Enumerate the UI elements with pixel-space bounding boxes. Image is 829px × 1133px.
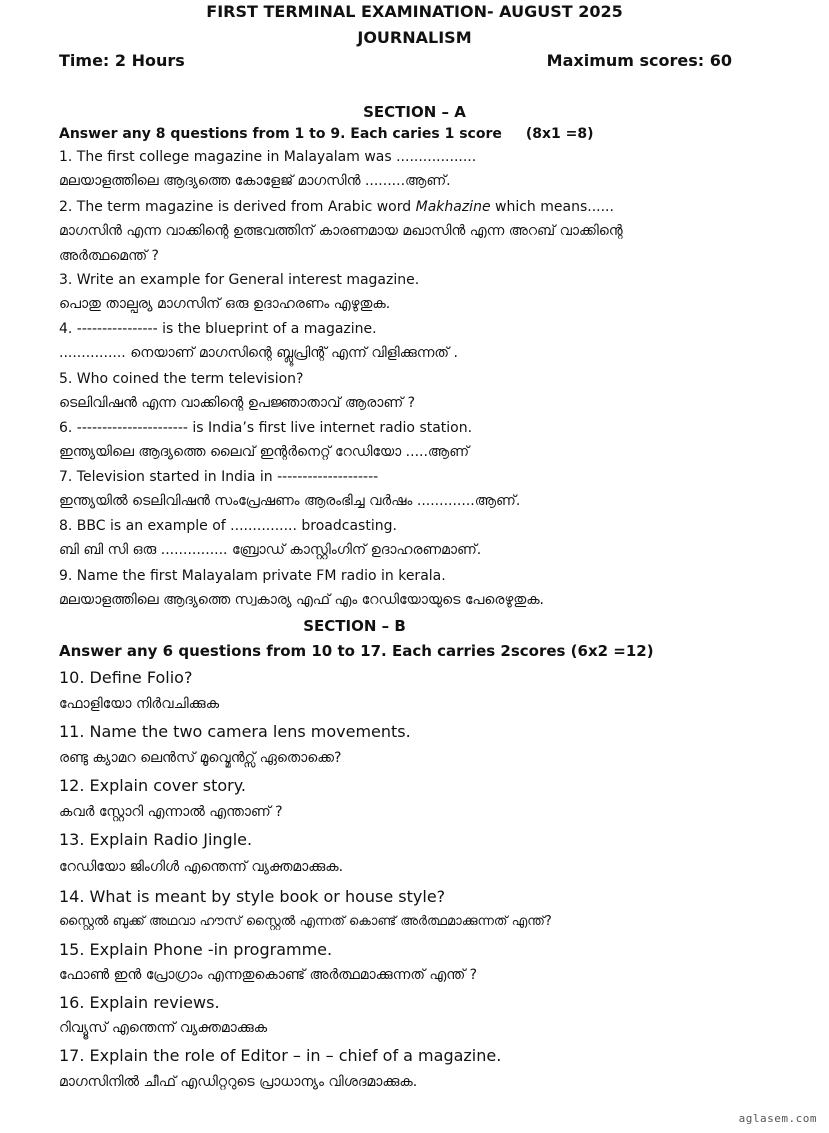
question-1-ml: മലയാളത്തിലെ ആദ്യത്തെ കോളേജ് മാഗസിൻ .........ആണ്.	[59, 173, 451, 189]
question-12-en: 12. Explain cover story.	[59, 776, 246, 795]
question-2-ml: മാഗസിൻ എന്ന വാക്കിന്റെ ഉത്ഭവത്തിന് കാരണമായ മഖാസിൻ എന്ന അറബ് വാക്കിന്റെ	[59, 223, 623, 239]
question-5-en: 5. Who coined the term television?	[59, 371, 304, 387]
question-2-en: 2. The term magazine is derived from Arabic word Makhazine which means......	[59, 199, 614, 215]
question-6-en: 6. ---------------------- is India’s first live internet radio station.	[59, 420, 473, 436]
watermark-footer: aglasem.com	[738, 1112, 817, 1125]
question-11-en: 11. Name the two camera lens movements.	[59, 722, 411, 741]
question-15-en: 15. Explain Phone -in programme.	[59, 940, 333, 959]
question-16-ml: റിവ്യൂസ് എന്തെന്ന് വ്യക്തമാക്കുക	[59, 1020, 268, 1036]
question-9-en: 9. Name the first Malayalam private FM radio in kerala.	[59, 568, 446, 584]
question-1-en: 1. The first college magazine in Malayalam was ..................	[59, 149, 477, 165]
question-7-en: 7. Television started in India in --------------------	[59, 469, 379, 485]
question-10-en: 10. Define Folio?	[59, 668, 193, 687]
question-8-en: 8. BBC is an example of ............... broadcasting.	[59, 518, 397, 534]
section-a-marks: (8x1 =8)	[525, 126, 594, 142]
question-13-en: 13. Explain Radio Jingle.	[59, 830, 253, 849]
section-a-title: SECTION – A	[363, 103, 466, 121]
section-b-title: SECTION – B	[303, 617, 406, 635]
section-a-instruction-text: Answer any 8 questions from 1 to 9. Each caries 1 score	[59, 126, 502, 142]
question-3-ml: പൊതു താല്പര്യ മാഗസിന് ഒരു ഉദാഹരണം എഴുതുക.	[59, 296, 391, 312]
exam-title: FIRST TERMINAL EXAMINATION- AUGUST 2025	[206, 2, 623, 21]
section-b-instruction: Answer any 6 questions from 10 to 17. Each carries 2scores (6x2 =12)	[59, 642, 654, 660]
question-13-ml: റേഡിയോ ജിംഗിൾ എന്തെന്ന് വ്യക്തമാക്കുക.	[59, 859, 344, 875]
question-14-ml: സ്റ്റൈൽ ബുക്ക് അഥവാ ഹൗസ് സ്റ്റൈൽ എന്നത് കൊണ്ട് അർത്ഥമാക്കുന്നത് എന്ത്?	[59, 914, 552, 929]
maximum-scores: Maximum scores: 60	[546, 51, 732, 70]
question-16-en: 16. Explain reviews.	[59, 993, 220, 1012]
question-8-ml: ബി ബി സി ഒരു ............... ബ്രോഡ് കാസ്റ്റിംഗിന് ഉദാഹരണമാണ്.	[59, 542, 482, 558]
question-4-ml: ............... നെയാണ് മാഗസിന്റെ ബ്ലൂപ്രിന്റ് എന്ന് വിളിക്കുന്നത് .	[59, 345, 458, 361]
time-allowed: Time: 2 Hours	[59, 51, 185, 70]
question-11-ml: രണ്ടു ക്യാമറ ലെൻസ് മൂവ്മെൻറ്സ് ഏതൊക്കെ?	[59, 750, 342, 766]
question-17-ml: മാഗസിനിൽ ചീഫ് എഡിറ്ററുടെ പ്രാധാന്യം വിശദമാക്കുക.	[59, 1074, 418, 1090]
subject-title: JOURNALISM	[357, 28, 472, 47]
question-2-ml-cont: അർത്ഥമെന്ത് ?	[59, 248, 159, 264]
question-7-ml: ഇന്ത്യയിൽ ടെലിവിഷൻ സംപ്രേഷണം ആരംഭിച്ച വർഷം .............ആണ്.	[59, 493, 521, 509]
question-14-en: 14. What is meant by style book or house style?	[59, 887, 446, 906]
question-4-en: 4. ---------------- is the blueprint of a magazine.	[59, 321, 377, 337]
question-9-ml: മലയാളത്തിലെ ആദ്യത്തെ സ്വകാര്യ എഫ് എം റേഡിയോയുടെ പേരെഴുതുക.	[59, 592, 545, 608]
question-5-ml: ടെലിവിഷൻ എന്ന വാക്കിന്റെ ഉപജ്ഞാതാവ് ആരാണ് ?	[59, 395, 416, 411]
section-a-instruction	[59, 126, 594, 142]
question-10-ml: ഫോളിയോ നിർവചിക്കുക	[59, 696, 220, 712]
question-15-ml: ഫോൺ ഇൻ പ്രോഗ്രാം എന്നതുകൊണ്ട് അർത്ഥമാക്കുന്നത് എന്ത് ?	[59, 967, 478, 983]
question-12-ml: കവർ സ്റ്റോറി എന്നാൽ എന്താണ് ?	[59, 804, 283, 820]
question-17-en: 17. Explain the role of Editor – in – chief of a magazine.	[59, 1046, 502, 1065]
question-3-en: 3. Write an example for General interest magazine.	[59, 272, 420, 288]
question-6-ml: ഇന്ത്യയിലെ ആദ്യത്തെ ലൈവ് ഇന്റർനെറ്റ് റേഡിയോ .....ആണ്	[59, 444, 470, 460]
